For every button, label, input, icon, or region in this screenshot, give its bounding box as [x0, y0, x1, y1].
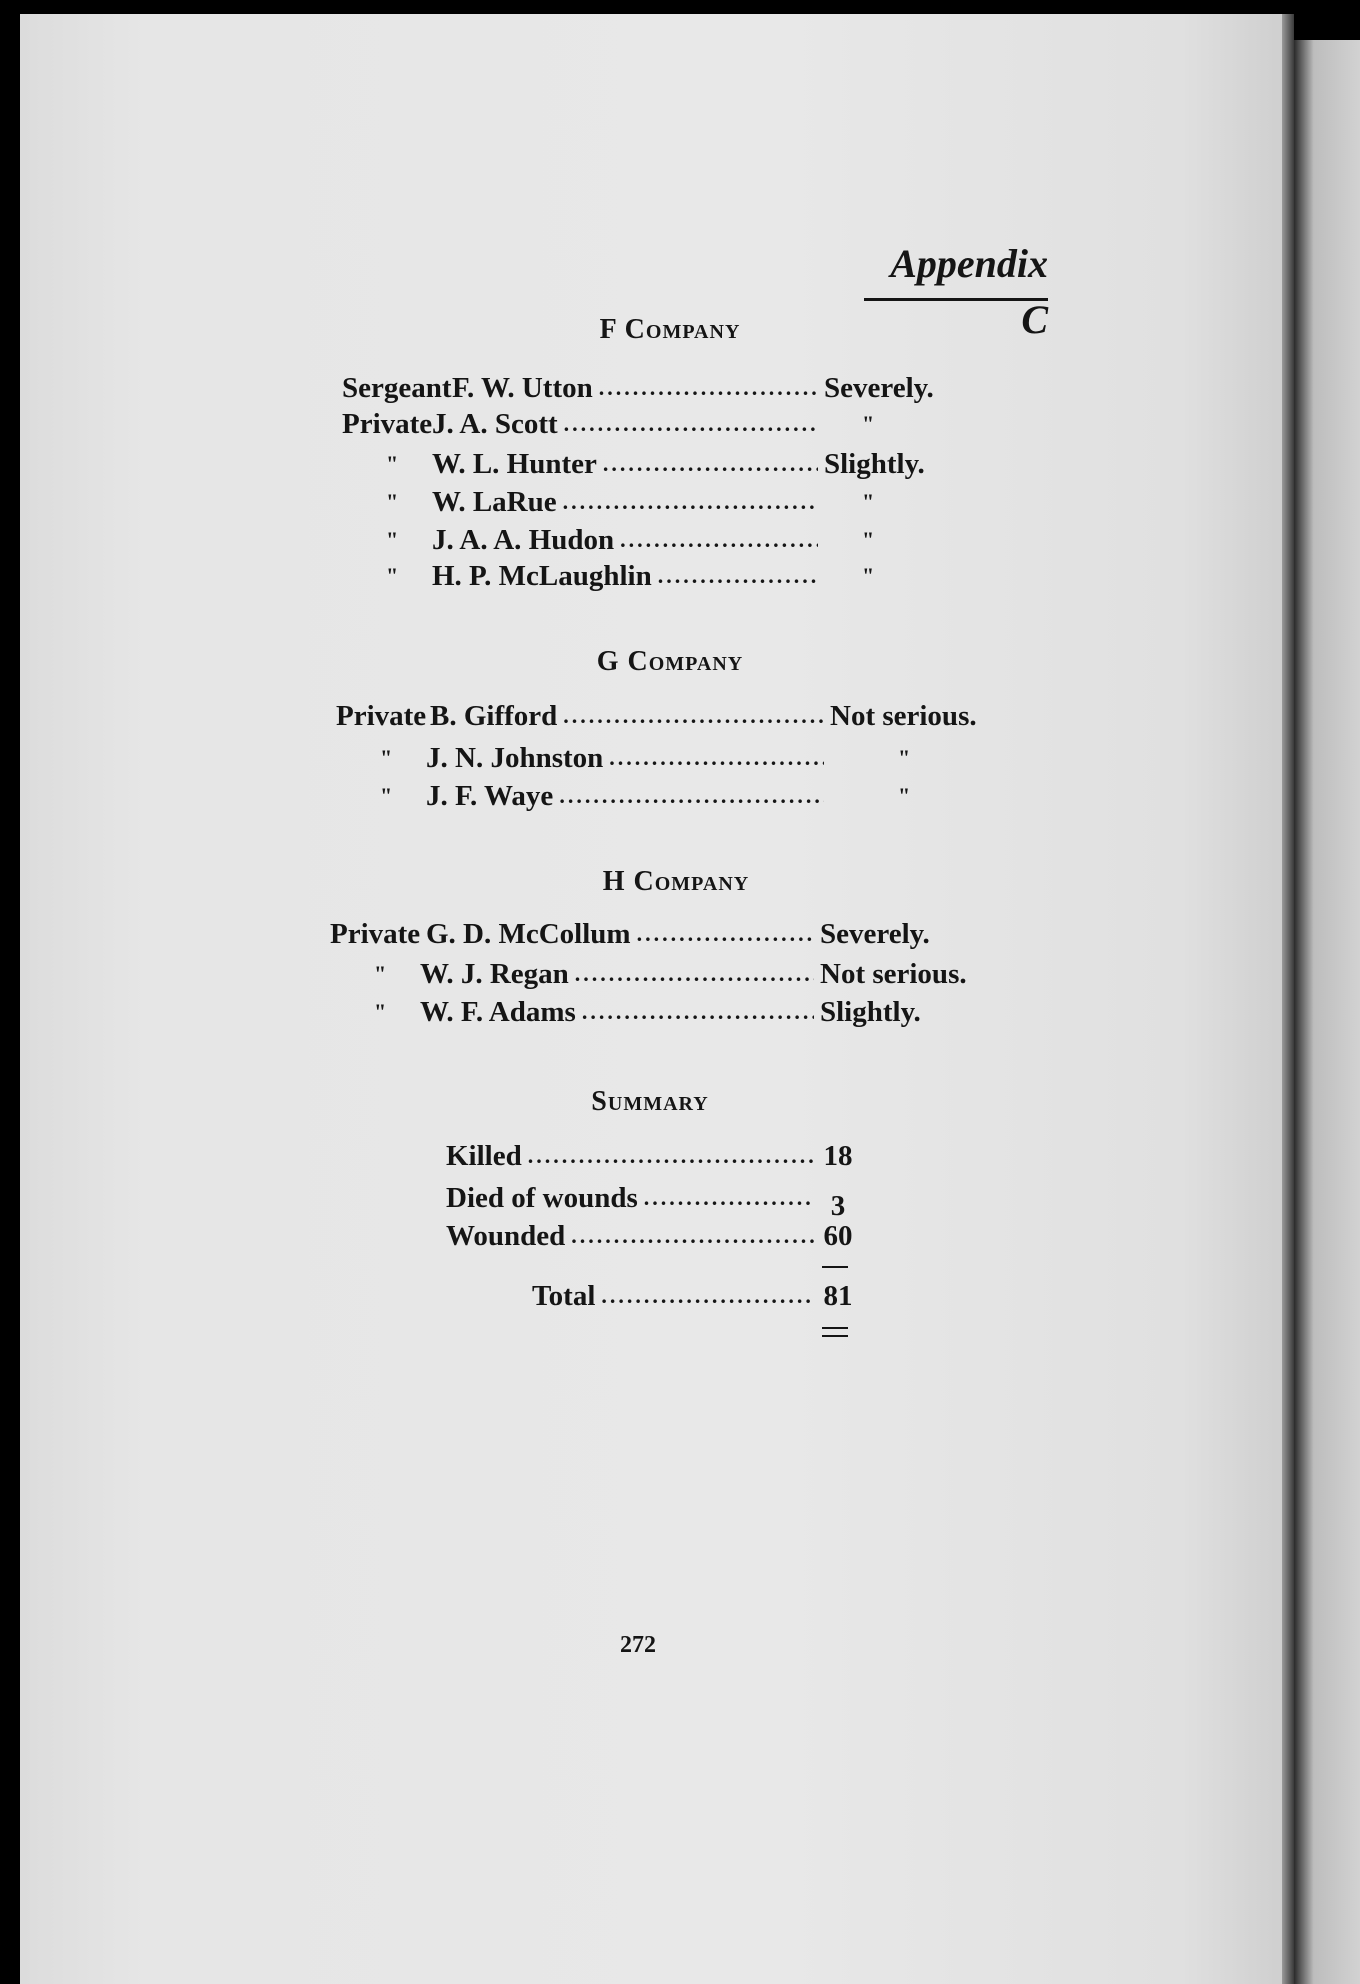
double-rule-top [822, 1327, 848, 1329]
g-row-2 [336, 738, 1002, 778]
dot-leader [603, 451, 818, 477]
soldier-name: W. J. Regan [420, 957, 569, 990]
summary-value: 60 [823, 1219, 853, 1252]
wound-status: Slightly. [820, 995, 921, 1028]
g-company-title: G Company [596, 646, 744, 677]
dot-leader [658, 563, 818, 589]
summary-label: Died of wounds [446, 1181, 638, 1214]
adjacent-page-edge [1294, 40, 1360, 1984]
sum-rule [822, 1266, 848, 1268]
wound-status: " [862, 411, 875, 436]
dot-leader [620, 527, 818, 553]
rank: Private [342, 407, 433, 440]
dot-leader [601, 1283, 814, 1309]
f-row-2 [342, 404, 964, 444]
soldier-name: W. F. Adams [420, 995, 576, 1028]
dot-leader [563, 703, 824, 729]
soldier-name: J. A. Scott [432, 407, 558, 440]
soldier-name: J. F. Waye [426, 779, 554, 812]
f-row-5 [342, 520, 964, 560]
total-value: 81 [823, 1279, 853, 1312]
soldier-name: W. LaRue [432, 485, 557, 518]
dot-leader [599, 375, 818, 401]
summary-row-died [446, 1178, 856, 1222]
soldier-name: J. N. Johnston [426, 741, 604, 774]
page-number: 272 [620, 1632, 656, 1658]
rank: " [380, 745, 393, 770]
double-rule-bottom [822, 1335, 848, 1337]
rank: " [386, 451, 399, 476]
wound-status: " [898, 783, 911, 808]
rank: " [374, 999, 387, 1024]
dot-leader [637, 921, 814, 947]
h-row-1 [330, 914, 996, 954]
dot-leader [528, 1143, 814, 1169]
wound-status: Not serious. [820, 957, 967, 990]
rank: Private [336, 699, 427, 732]
wound-status: " [862, 489, 875, 514]
dot-leader [559, 783, 824, 809]
soldier-name: F. W. Utton [452, 371, 593, 404]
dot-leader [571, 1223, 814, 1249]
f-row-3 [342, 444, 964, 484]
summary-label: Killed [446, 1139, 522, 1172]
wound-status: Slightly. [824, 447, 925, 480]
f-row-1 [342, 368, 964, 408]
rank: " [386, 489, 399, 514]
summary-row-wounded [446, 1216, 856, 1256]
dot-leader [575, 961, 814, 987]
wound-status: Not serious. [830, 699, 977, 732]
g-row-1 [336, 696, 1002, 736]
h-company-title: H Company [602, 866, 750, 897]
f-row-4 [342, 482, 964, 522]
rank: Private [330, 917, 421, 950]
rank: " [374, 961, 387, 986]
g-row-3 [336, 776, 1002, 816]
wound-status: " [862, 527, 875, 552]
soldier-name: W. L. Hunter [432, 447, 597, 480]
f-company-title: F Company [599, 314, 741, 345]
wound-status: Severely. [820, 917, 930, 950]
wound-status: Severely. [824, 371, 934, 404]
dot-leader [564, 411, 818, 437]
rank: " [386, 527, 399, 552]
summary-value: 3 [830, 1189, 846, 1222]
dot-leader [609, 745, 824, 771]
total-label: Total [532, 1279, 596, 1312]
f-row-6 [342, 556, 964, 596]
h-row-3 [330, 992, 996, 1032]
dot-leader [582, 999, 814, 1025]
soldier-name: J. A. A. Hudon [432, 523, 615, 556]
wound-status: " [898, 745, 911, 770]
summary-row-total [532, 1276, 856, 1316]
rank: " [386, 563, 399, 588]
wound-status: " [862, 563, 875, 588]
rank: Sergeant [342, 371, 452, 404]
summary-title: Summary [591, 1086, 709, 1117]
soldier-name: G. D. McCollum [426, 917, 631, 950]
h-row-2 [330, 954, 996, 994]
soldier-name: H. P. McLaughlin [432, 559, 652, 592]
summary-row-killed [446, 1136, 856, 1176]
appendix-header: Appendix C [864, 236, 1048, 301]
dot-leader [644, 1185, 814, 1211]
book-spine [1282, 14, 1294, 1984]
summary-value: 18 [823, 1139, 853, 1172]
rank: " [380, 783, 393, 808]
soldier-name: B. Gifford [430, 699, 558, 732]
summary-label: Wounded [446, 1219, 566, 1252]
dot-leader [563, 489, 818, 515]
